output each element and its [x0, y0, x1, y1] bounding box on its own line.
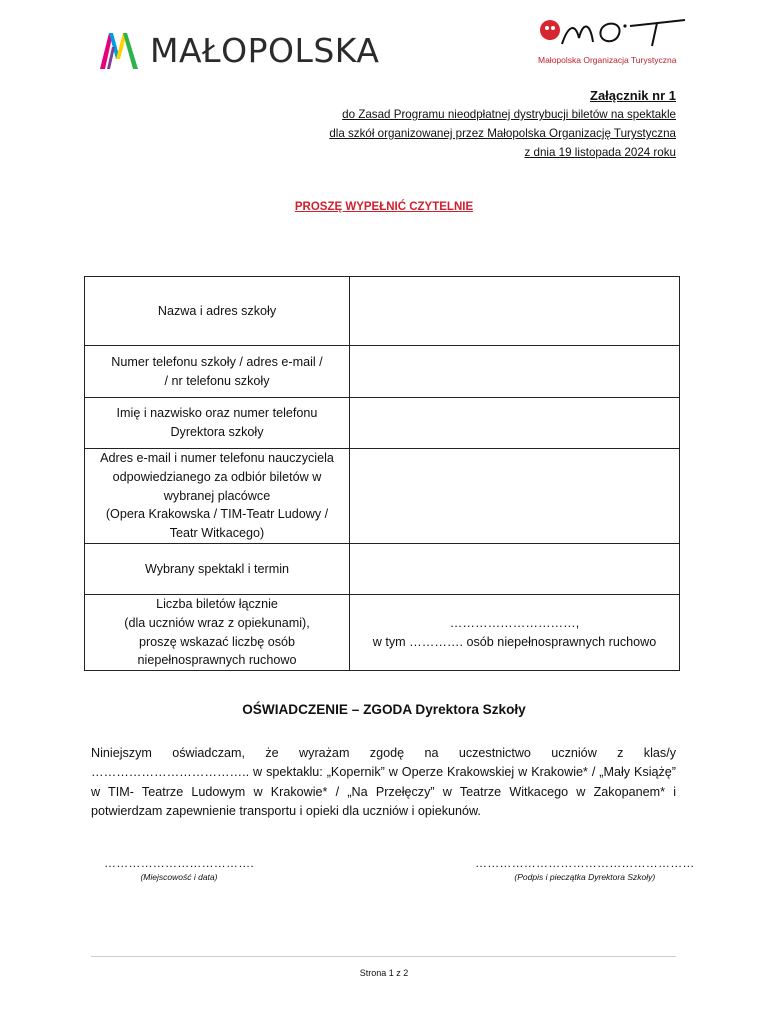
malopolska-logo-text: MAŁOPOLSKA [150, 30, 380, 70]
malopolska-logo [98, 28, 379, 72]
field-label: Numer telefonu szkoły / adres e-mail / / nr telefonu szkoły [85, 346, 350, 398]
annex-line: do Zasad Programu nieodpłatnej dystrybucji biletów na spektakle [342, 108, 676, 121]
declaration-title: OŚWIADCZENIE – ZGODA Dyrektora Szkoły [242, 702, 526, 717]
director-signature-block [475, 856, 695, 882]
table-row [85, 595, 680, 671]
annex-header [329, 86, 676, 162]
field-label: Adres e-mail i numer telefonu nauczyciela odpowiedzianego za odbiór biletów w wybranej placówce (Opera Krakowska / TIM-Teatr Ludowy / Teatr Witkacego) [85, 449, 350, 544]
table-row [85, 449, 680, 544]
footer-divider [91, 956, 676, 957]
school-name-address-field[interactable] [350, 277, 680, 346]
field-label: Wybrany spektakl i termin [85, 544, 350, 595]
page-number: Strona 1 z 2 [359, 968, 409, 978]
field-label: Liczba biletów łącznie (dla uczniów wraz z opiekunami), proszę wskazać liczbę osób niepełnosprawnych ruchowo [85, 595, 350, 671]
mot-wordmark-icon [535, 14, 695, 54]
table-row [85, 544, 680, 595]
ticket-count-dots: …………………………, [449, 615, 580, 630]
table-row [85, 398, 680, 449]
place-date-line[interactable]: ………………………………. [104, 856, 254, 870]
application-form-table [84, 276, 680, 671]
show-date-field[interactable] [350, 544, 680, 595]
place-date-caption: (Miejscowość i data) [140, 872, 218, 882]
field-label: Nazwa i adres szkoły [85, 277, 350, 346]
annex-line: z dnia 19 listopada 2024 roku [524, 146, 676, 159]
annex-title: Załącznik nr 1 [590, 88, 676, 103]
table-row [85, 277, 680, 346]
director-signature-caption: (Podpis i pieczątka Dyrektora Szkoły) [514, 872, 656, 882]
school-contact-field[interactable] [350, 346, 680, 398]
director-name-phone-field[interactable] [350, 398, 680, 449]
field-label: Imię i nazwisko oraz numer telefonu Dyrektora szkoły [85, 398, 350, 449]
mot-logo [535, 14, 695, 70]
place-date-signature-block [104, 856, 254, 882]
fill-legibly-notice: PROSZĘ WYPEŁNIĆ CZYTELNIE [294, 201, 474, 213]
teacher-contact-field[interactable] [350, 449, 680, 544]
director-signature-line[interactable]: ……………………………………………… [475, 856, 695, 870]
annex-line: dla szkół organizowanej przez Małopolska Organizację Turystyczna [329, 127, 676, 140]
malopolska-mark-icon [98, 29, 140, 71]
declaration-text: Niniejszym oświadczam, że wyrażam zgodę na uczestnictwo uczniów z klas/y ……………………………….. w spektaklu: „Kopernik” w Operze Krakowskiej w Krakowie* / „Mały Książę” w TIM- Teatrze Ludowym w Krakowie* / „Na Przełęczy” w Teatrze Witkacego w Zakopanem* i potwierdzam zapewnienie transportu i opieki dla uczniów i opiekunów. [91, 746, 676, 819]
ticket-count-field[interactable] [350, 595, 680, 671]
disabled-count-line: w tym …………. osób niepełnosprawnych ruchowo [372, 634, 657, 649]
table-row [85, 346, 680, 398]
mot-logo-subtitle: Małopolska Organizacja Turystyczna [538, 55, 677, 65]
